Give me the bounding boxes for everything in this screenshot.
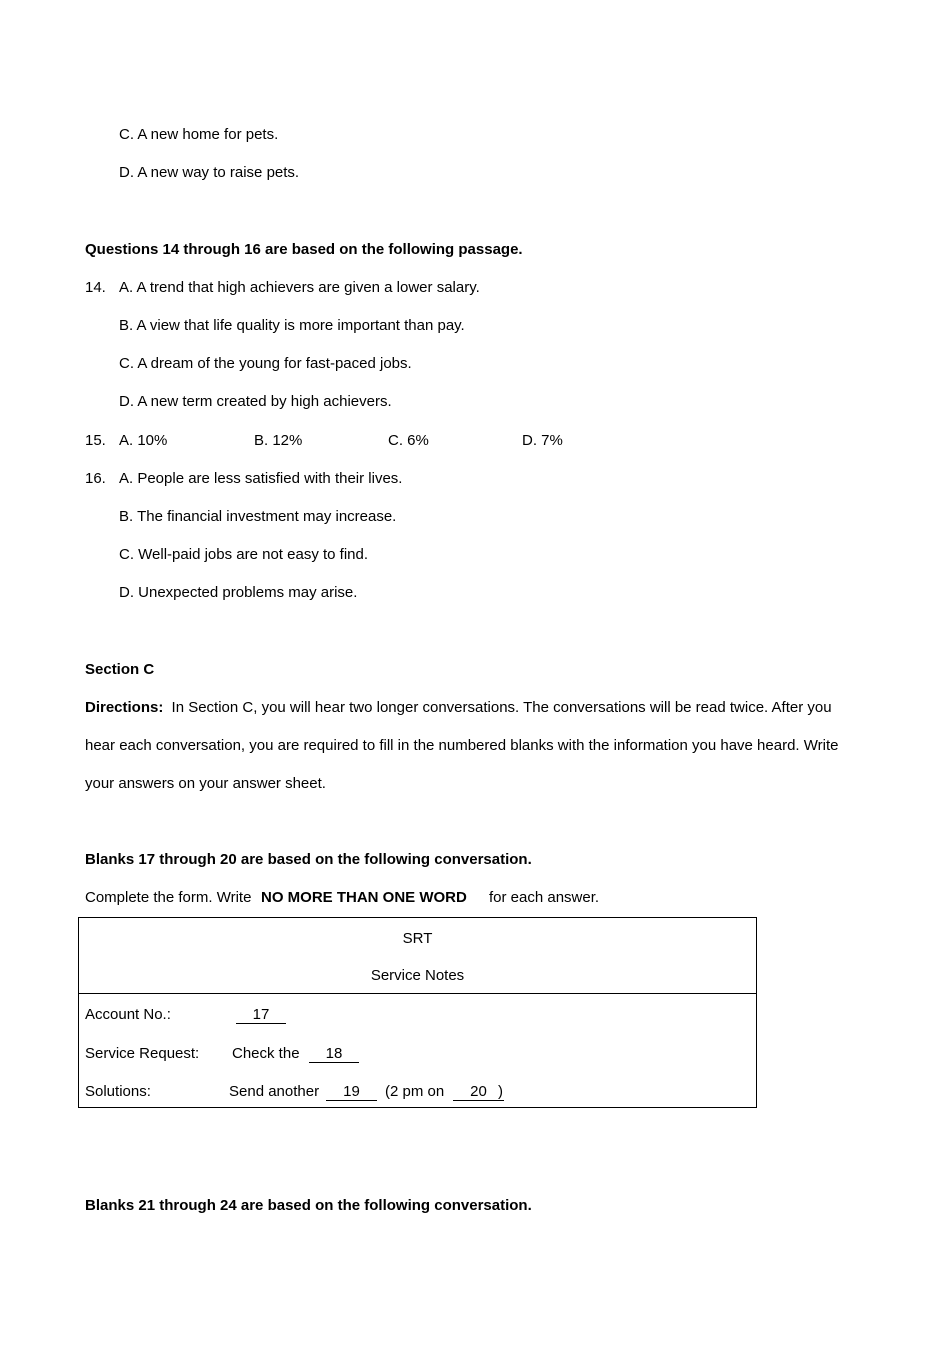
service-notes-form [78, 917, 757, 1108]
q15-option-b: B. 12% [254, 432, 303, 449]
blanks-21-24-heading: Blanks 21 through 24 are based on the following conversation. [85, 1197, 532, 1214]
blank-17-number: 17 [236, 1007, 286, 1024]
blank-18-number: 18 [309, 1046, 359, 1063]
blank-20 [453, 1083, 503, 1101]
blank-18 [309, 1045, 359, 1063]
q14-option-b: B. A view that life quality is more important than pay. [119, 317, 465, 334]
account-label: Account No.: [85, 1006, 171, 1023]
directions-line-2: hear each conversation, you are required to fill in the numbered blanks with the information you have heard. Write [85, 737, 839, 754]
q16-option-b: B. The financial investment may increase. [119, 508, 397, 525]
service-label: Service Request: [85, 1045, 200, 1062]
form-title: SRT [402, 930, 433, 947]
blank-17 [236, 1006, 286, 1024]
blank-20-number: 20 [453, 1084, 504, 1101]
directions-line-3: your answers on your answer sheet. [85, 775, 326, 792]
directions-label: Directions: [85, 699, 164, 716]
solutions-label: Solutions: [85, 1083, 151, 1100]
q15-option-c: C. 6% [388, 432, 429, 449]
service-text: Check the [232, 1045, 300, 1062]
q15-option-a: A. 10% [119, 432, 168, 449]
q13-option-c: C. A new home for pets. [119, 126, 279, 143]
passage-heading: Questions 14 through 16 are based on the following passage. [85, 241, 523, 258]
blanks-17-20-heading: Blanks 17 through 20 are based on the following conversation. [85, 851, 532, 868]
q14-option-a: A. A trend that high achievers are given a lower salary. [119, 279, 480, 296]
solutions-text: Send another [229, 1083, 320, 1100]
blank-19-number: 19 [326, 1084, 377, 1101]
q13-option-d: D. A new way to raise pets. [119, 164, 300, 181]
instruction-bold: NO MORE THAN ONE WORD [261, 889, 467, 906]
section-c-title: Section C [85, 661, 155, 678]
q16-option-d: D. Unexpected problems may arise. [119, 584, 358, 601]
blank-19 [326, 1083, 377, 1101]
q16-number: 16. [85, 470, 106, 487]
form-divider [79, 993, 756, 994]
directions-text-1: In Section C, you will hear two longer conversations. The conversations will be read twice. After you [171, 699, 832, 716]
q15-number: 15. [85, 432, 106, 449]
directions-line-1 [85, 699, 832, 717]
close-paren: ) [498, 1083, 503, 1100]
paren-text: (2 pm on [385, 1083, 445, 1100]
q15-option-d: D. 7% [522, 432, 563, 449]
instruction-post: for each answer. [489, 889, 600, 906]
q16-option-c: C. Well-paid jobs are not easy to find. [119, 546, 369, 563]
q14-number: 14. [85, 279, 106, 296]
q16-option-a: A. People are less satisfied with their lives. [119, 470, 403, 487]
form-subtitle: Service Notes [370, 967, 465, 984]
instruction-pre: Complete the form. Write [85, 889, 252, 906]
q14-option-c: C. A dream of the young for fast-paced jobs. [119, 355, 412, 372]
q14-option-d: D. A new term created by high achievers. [119, 393, 392, 410]
